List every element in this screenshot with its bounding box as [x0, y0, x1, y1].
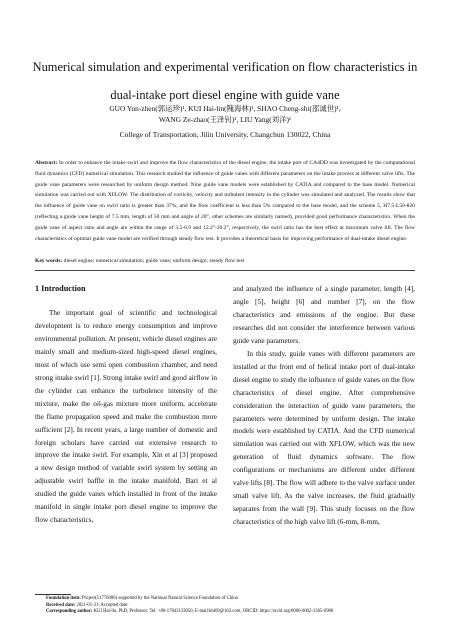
footnote-dates-text: 2021-01-31; Accepted date: — [76, 602, 129, 608]
footnote-divider — [35, 594, 71, 595]
affiliation: College of Transportation, Jilin University, Changchun 130022, China — [119, 130, 331, 139]
paper-title-line1: Numerical simulation and experimental verification on flow characteristics in — [32, 60, 418, 74]
keywords-text: diesel engine; numerical simulation; guide vane; uniform design; steady flow test — [63, 258, 245, 264]
keywords — [35, 256, 415, 267]
section-heading-introduction: 1 Introduction — [35, 284, 86, 293]
intro-paragraph-1: The important goal of scientific and technological development is to reduce energy consumption and improve environmental pollution. At present, vehicle diesel engines are mainly small and medium-sized high-speed diesel engines, most of which use semi open combustion chamber, and need strong intake swirl [1]. Strong intake swirl and good airflow in the cylinder can enhance the turbulence intensity of the mixture, make the oil-gas mixture more uniform, accelerate the flame propagation speed and make the combustion more sufficient [2]. In recent years, a large number of domestic and foreign scholars have carried out extensive research to improve the intake swirl. For example, Xin et al [3] proposed a new design method of variable swirl system by setting an adjustable swirl baffle in the intake manifold. Bari et al studied the guide vanes which installed in front of the intake manifold in single intake port diesel engine to improve the flow characteristics, — [35, 309, 217, 525]
intro-paragraph-2: In this study, guide vanes with different parameters are installed at the front end of helical intake port of dual-intake diesel engine to study the influence of guide vanes on the flow characteristics of diesel engine. After comprehensive consideration the interaction of guide vane parameters, the parameters were determined by uniform design. The intake models were established by CATIA. And the CFD numerical simulation was carried out with XFLOW, which was the new generation of fluid dynamics software. The flow configurations or mechanisms are different under different valve lifts [8]. The flow will adhere to the valve surface under small valve lift. As the valve increases, the fluid gradually separates from the wall [9]. This study focuses on the flow characteristics of the high valve lift (6-mm, 8-mm, — [233, 349, 415, 527]
right-column — [233, 283, 415, 529]
footnote-foundation-label: Foundation item: — [46, 596, 81, 601]
footnotes — [46, 596, 416, 616]
footnote-foundation-text: Project(51776086) supported by the National Natural Science Foundation of China — [81, 596, 238, 601]
footnote-foundation — [46, 596, 416, 603]
left-column — [35, 283, 217, 527]
paper-title-line2: dual-intake port diesel engine with guide vane — [110, 88, 340, 102]
abstract-text: In order to enhance the intake swirl and improve the flow characteristics of the diesel engine, the intake port of CA4DD was investigated by the computational fluid dynamics (CFD) numerical simulation. This research studied the influence of guide vanes with different parameters on the intake process at different valve lifts. The guide vane parameters were researched by uniform design method. Nine guide vane models were established by CATIA and compared to the base model. Numerical simulation was carried out with XFLOW. The distribution of vorticity, velocity and turbulent intensity in the cylinder was simulated and analyzed. The results show that the influence of guide vane on swirl ratio is greater than 37%, and the flow coefficient is less than 5% compared to the base model, and the scheme 5, H7.5-L50-θ20 (reflecting a guide vane height of 7.5 mm, length of 50 mm and angle of 20°, other schemes are similarly named), provided good performance characteristics. When the guide vane of aspect ratio and angle are within the range of 3.5-6.9 and 12.2°-20.2°, respectively, the swirl ratio has the best effect at maximum valve lift. The flow characteristics of optimal guide vane model are verified through steady flow test. It provides a theoretical basis for improving performance of dual-intake diesel engine. — [35, 160, 415, 242]
intro-paragraph-1-continued: and analyzed the influence of a single parameter, length [4], angle [5], height [6] and number [7], on the flow characteristics and emissions of the engine. But these researches did not consider the interference between various guide vane parameters. — [233, 285, 415, 345]
footnote-corresponding — [46, 609, 416, 616]
authors-line1: GUO Yun-zhen(郭运珍)¹, KUI Hai-lin(隗海林)¹, SHAO Cheng-shi(邵诚世)¹, — [109, 104, 341, 113]
abstract-label: Abstract: — [35, 160, 58, 166]
authors-line2: WANG Ze-zhao(王泽钊)¹, LIU Yang(刘洋)¹ — [158, 115, 292, 124]
abstract-divider — [35, 270, 415, 271]
footnote-dates — [46, 603, 416, 610]
abstract — [35, 158, 415, 244]
footnote-dates-label: Received date: — [46, 602, 76, 608]
keywords-label: Key words: — [35, 258, 63, 264]
footnote-corresponding-label: Corresponding author: — [46, 609, 93, 615]
footnote-corresponding-text: KUI Hai-lin, PhD, Professor; Tel: +86-17843133056; E-mail:khl69@163.com, ORCID: https://orcid.org/0000-0002-1365-6980 — [93, 609, 334, 615]
